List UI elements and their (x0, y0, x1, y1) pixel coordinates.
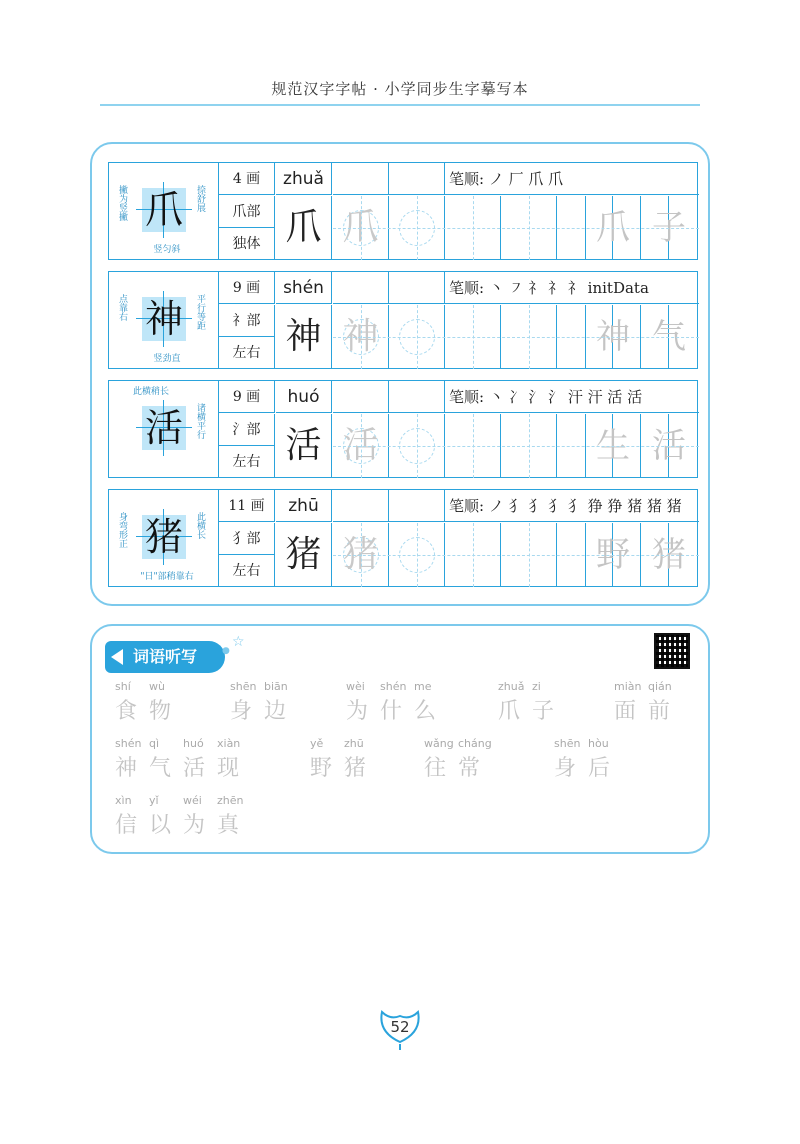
pinyin-blank (389, 272, 445, 304)
annotated-character (142, 297, 186, 341)
word-characters: 爪子 (498, 699, 567, 724)
character-row (108, 162, 698, 260)
dictation-word (310, 737, 378, 782)
pinyin-blank (333, 163, 389, 195)
note-right: 捺舒展 (195, 185, 205, 212)
word-trace-character: 爪 (585, 196, 641, 260)
word-trace-character: 神 (585, 305, 641, 369)
pinyin: huó (276, 381, 332, 413)
word-pinyin: miàn qián (614, 680, 672, 693)
character-glyph: 猪 (144, 515, 183, 559)
word-pinyin: xìn yǐ wéi zhēn (115, 794, 244, 807)
page-number-badge (372, 1006, 428, 1054)
dictation-word (346, 680, 448, 725)
note-bottom: 竖劲直 (153, 354, 181, 364)
stroke-order: 笔顺: 丶 ㇇ 礻 礻 礻 initData (445, 272, 699, 304)
note-right: 此横长 (195, 512, 205, 539)
word-characters: 野猪 (310, 756, 379, 781)
info-strokes: 4 画 (219, 163, 275, 195)
note-left: 撇为竖撇 (117, 185, 127, 221)
pinyin: shén (276, 272, 332, 304)
word-characters: 信以为真 (115, 813, 252, 838)
note-left: 身弯形正 (117, 512, 127, 548)
model-character: 爪 (276, 196, 332, 260)
guide-dash (333, 337, 699, 338)
stroke-order: 笔顺: ノ 犭 犭 犭 犭 狰 狰 猪 猪 猪 (445, 490, 699, 522)
word-pinyin: shēn biān (230, 680, 288, 693)
header-divider (100, 104, 700, 106)
character-glyph: 神 (144, 297, 183, 341)
info-structure: 左右 (219, 446, 275, 478)
page-header: 规范汉字字帖 · 小学同步生字摹写本 (271, 80, 529, 98)
guide-dash (333, 555, 699, 556)
word-pinyin: yě zhū (310, 737, 364, 750)
arrow-icon (111, 649, 123, 665)
pinyin-blank (333, 381, 389, 413)
pinyin-blank (389, 381, 445, 413)
note-left: 点靠右 (117, 294, 127, 321)
word-trace-character: 气 (652, 317, 686, 357)
word-characters: 食物 (115, 699, 184, 724)
guide-dash (333, 446, 699, 447)
word-trace-character: 活 (652, 426, 686, 466)
info-strokes: 9 画 (219, 381, 275, 413)
dictation-word (115, 680, 183, 725)
word-trace-character: 子 (652, 208, 686, 248)
word-pinyin: shén qì huó xiàn (115, 737, 241, 750)
info-radical: 爪部 (219, 196, 275, 228)
note-right: 诸横平行 (195, 403, 205, 439)
annotation-box (109, 381, 219, 478)
annotated-character (142, 188, 186, 232)
note-top: 此横稍长 (133, 387, 170, 397)
info-structure: 独体 (219, 228, 275, 260)
pinyin-blank (333, 490, 389, 522)
word-pinyin: zhuǎ zi (498, 680, 541, 693)
character-row (108, 380, 698, 478)
word-characters: 神气活现 (115, 756, 252, 781)
word-characters: 身边 (230, 699, 299, 724)
info-radical: 犭部 (219, 523, 275, 555)
star-icon: ● (222, 646, 230, 656)
character-practice-panel (90, 142, 710, 606)
stroke-order: 笔顺: ノ 厂 爪 爪 (445, 163, 699, 195)
guide-dash (333, 228, 699, 229)
model-character: 神 (276, 305, 332, 369)
word-pinyin: wèi shén me (346, 680, 432, 693)
word-trace-character: 猪 (652, 535, 686, 575)
trace-glyph: 爪 (342, 207, 379, 248)
info-structure: 左右 (219, 555, 275, 587)
info-strokes: 11 画 (219, 490, 275, 522)
info-radical: 氵部 (219, 414, 275, 446)
dictation-word (614, 680, 682, 725)
dictation-word (115, 794, 251, 839)
annotation-box (109, 163, 219, 260)
word-characters: 为什么 (346, 699, 449, 724)
word-pinyin: shēn hòu (554, 737, 609, 750)
character-row (108, 489, 698, 587)
annotated-character (142, 406, 186, 450)
model-character: 活 (276, 414, 332, 478)
pinyin: zhū (276, 490, 332, 522)
word-characters: 身后 (554, 756, 623, 781)
note-right: 平行等距 (195, 294, 205, 330)
annotation-box (109, 490, 219, 587)
stroke-order: 笔顺: 丶 冫 氵 氵 汗 汗 活 活 (445, 381, 699, 413)
model-character: 猪 (276, 523, 332, 587)
page-number: 52 (390, 1018, 410, 1036)
star-icon: ☆ (232, 634, 245, 650)
word-characters: 面前 (614, 699, 683, 724)
word-pinyin: shí wù (115, 680, 165, 693)
word-pinyin: wǎng cháng (424, 737, 492, 750)
word-characters: 往常 (424, 756, 493, 781)
character-glyph: 活 (144, 406, 183, 450)
trace-glyph: 猪 (342, 534, 379, 575)
dictation-title: 词语听写 (133, 647, 198, 666)
annotated-character (142, 515, 186, 559)
note-bottom: 竖匀斜 (153, 245, 181, 255)
pinyin: zhuǎ (276, 163, 332, 195)
character-glyph: 爪 (144, 188, 183, 232)
annotation-box (109, 272, 219, 369)
dictation-word (424, 737, 492, 782)
trace-glyph: 活 (342, 425, 379, 466)
dictation-word (498, 680, 566, 725)
word-trace-character: 野 (585, 523, 641, 587)
word-trace-character: 生 (585, 414, 641, 478)
info-radical: 礻部 (219, 305, 275, 337)
info-structure: 左右 (219, 337, 275, 369)
trace-glyph: 神 (342, 316, 379, 357)
dictation-word (554, 737, 622, 782)
character-row (108, 271, 698, 369)
info-strokes: 9 画 (219, 272, 275, 304)
pinyin-blank (333, 272, 389, 304)
pinyin-blank (389, 490, 445, 522)
dictation-word (115, 737, 251, 782)
dictation-word (230, 680, 298, 725)
qr-code[interactable] (654, 633, 690, 669)
dictation-tab (105, 641, 225, 673)
note-bottom: "日"部稍靠右 (140, 572, 194, 582)
pinyin-blank (389, 163, 445, 195)
